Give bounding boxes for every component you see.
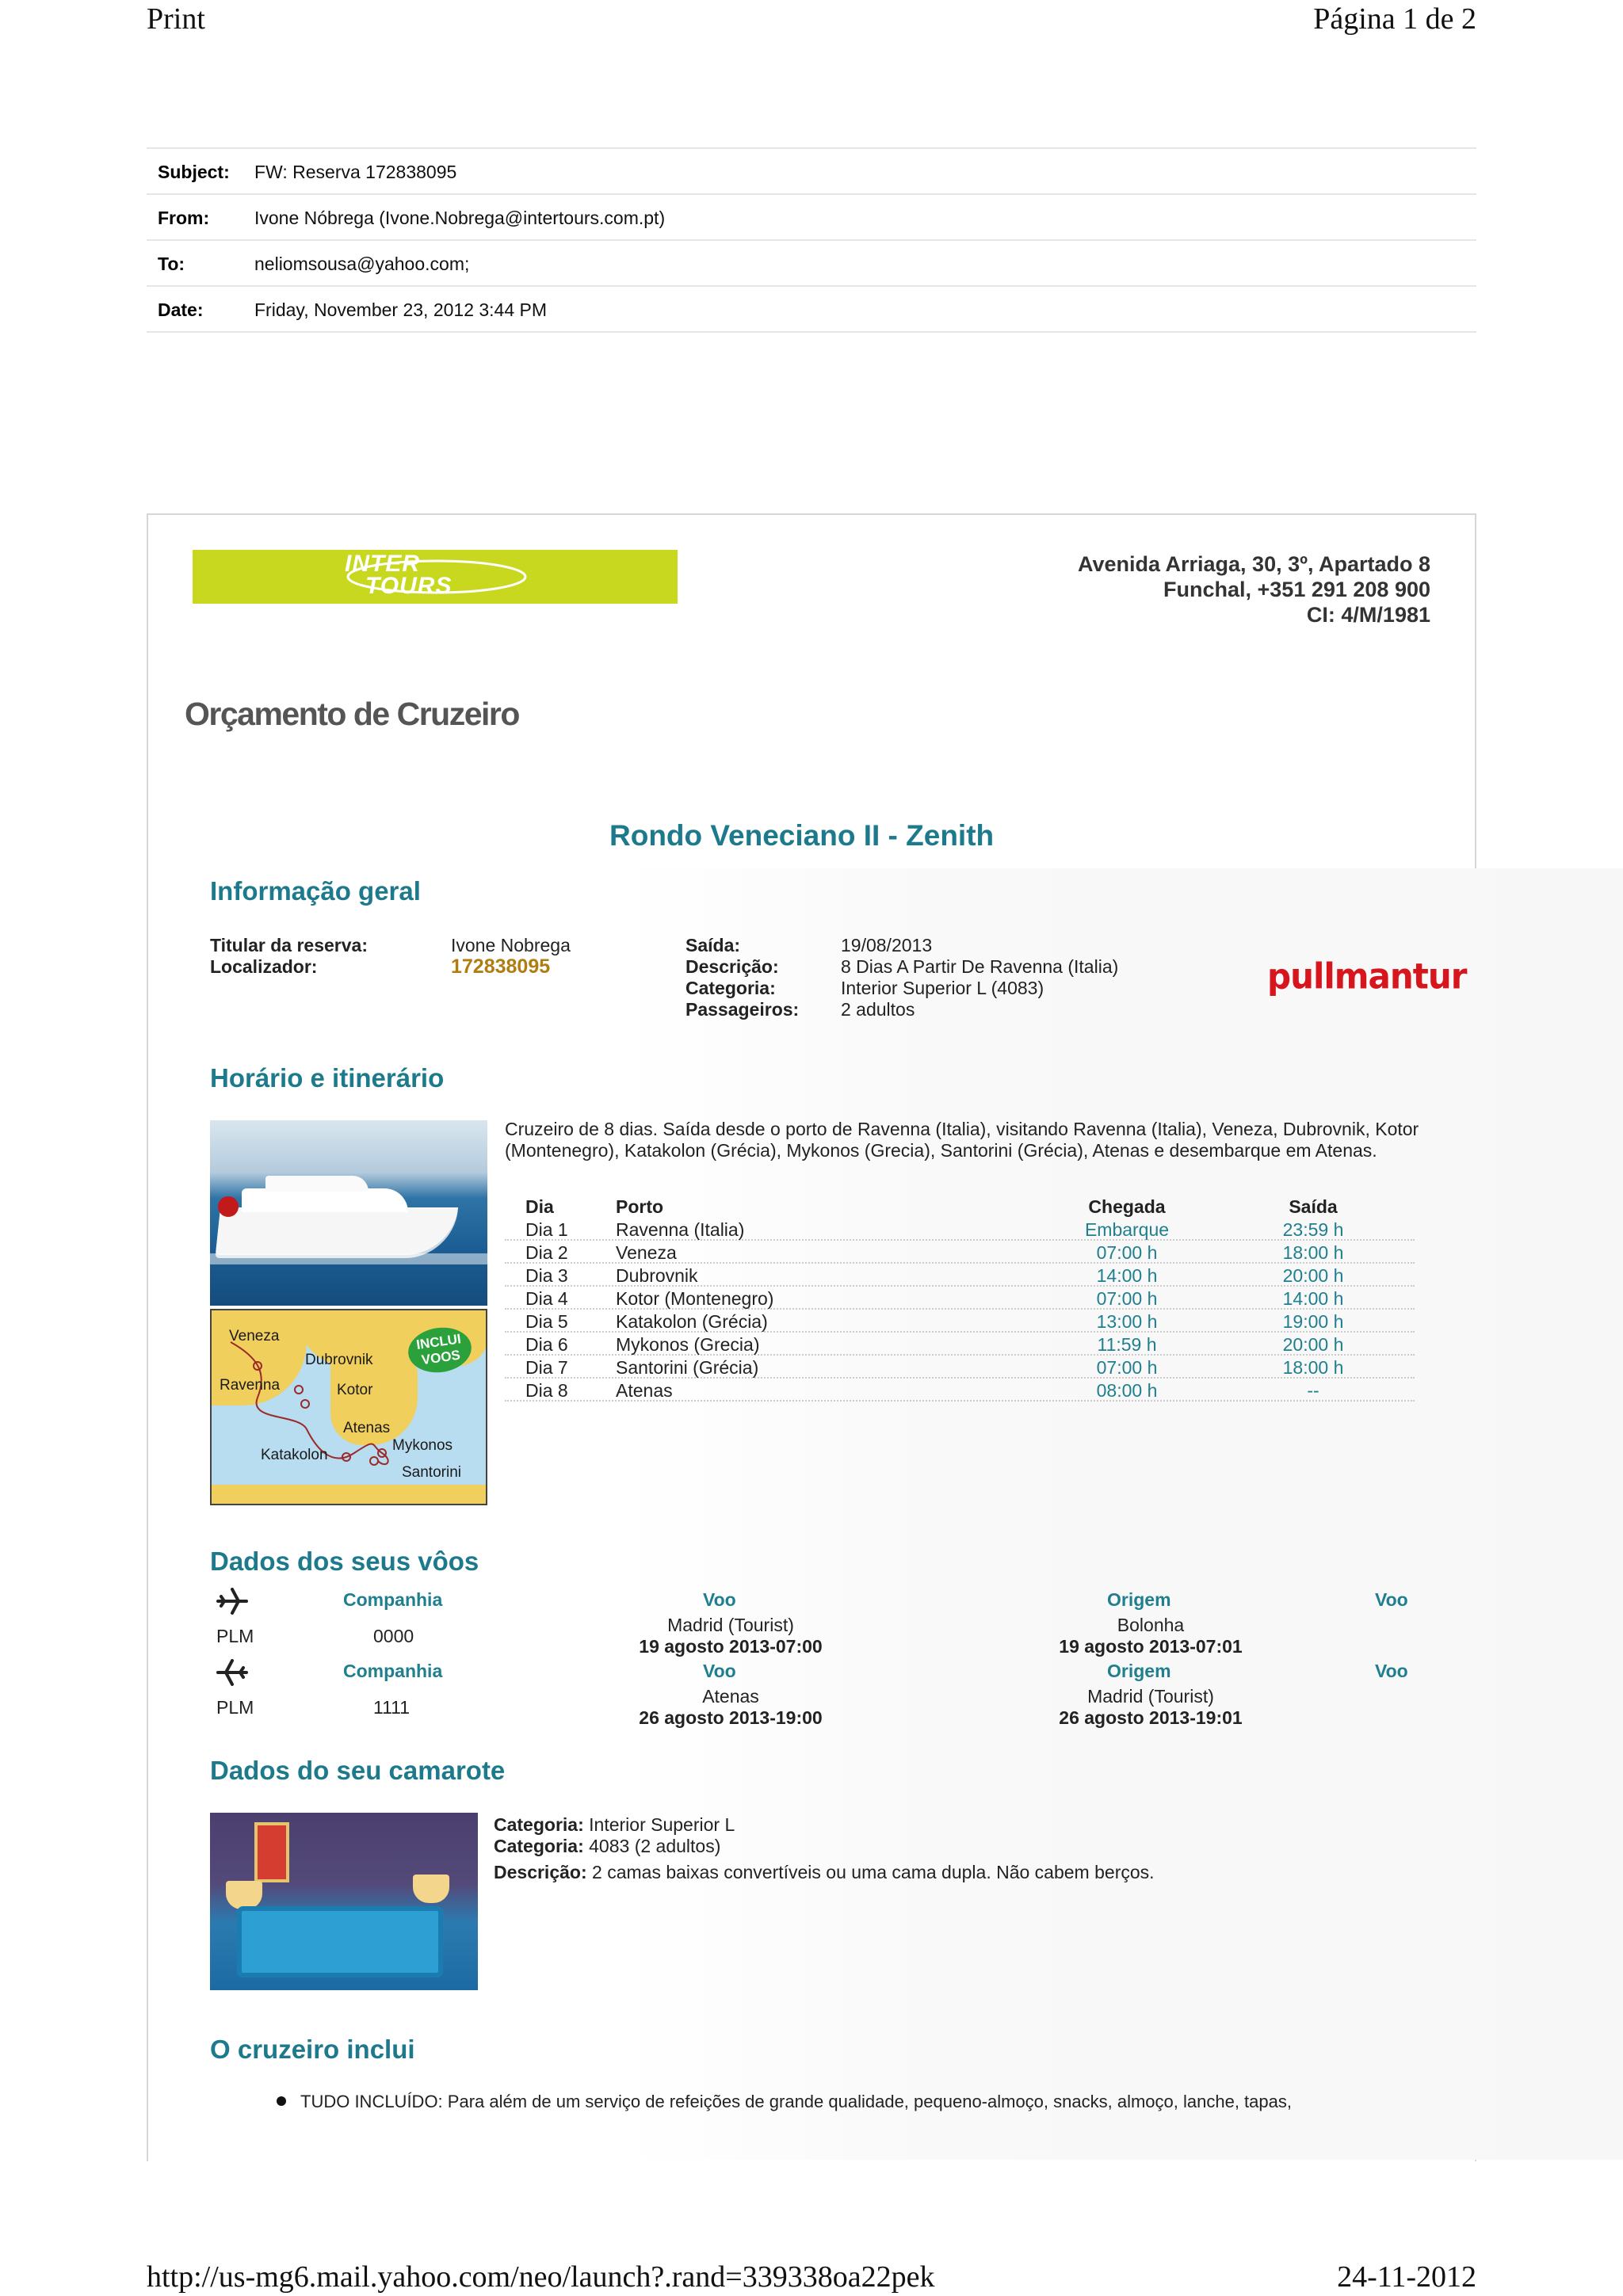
departure-cell: 19:00 h — [1282, 1311, 1344, 1332]
email-from-row — [147, 195, 1476, 241]
port-cell: Katakolon (Grécia) — [616, 1311, 768, 1332]
pullmantur-logo — [1267, 957, 1466, 996]
cabin-lamp-right — [413, 1875, 449, 1903]
flight1-origin-place: Bolonha — [1117, 1615, 1185, 1635]
port-cell: Mykonos (Grecia) — [616, 1334, 760, 1355]
print-date: 24-11-2012 — [1337, 2260, 1476, 2294]
print-header — [147, 0, 1476, 40]
table-row — [505, 1218, 1415, 1241]
departure-cell: 20:00 h — [1282, 1265, 1344, 1286]
to-value: neliomsousa@yahoo.com; — [254, 254, 470, 274]
port-cell: Dubrovnik — [616, 1265, 698, 1286]
address-line-2: Funchal, +351 291 208 900 — [1163, 578, 1430, 601]
flight2-origin-time: 26 agosto 2013-19:01 — [1059, 1707, 1243, 1728]
header-departure: Saída — [1289, 1196, 1338, 1217]
section-title-general: Informação geral — [210, 876, 421, 906]
map-label-kotor: Kotor — [337, 1382, 373, 1398]
departure-cell: 20:00 h — [1282, 1334, 1344, 1355]
table-row — [505, 1333, 1415, 1356]
to-label: To: — [158, 254, 185, 274]
flight1-origin-header: Origem — [1107, 1589, 1171, 1610]
flight2-from-place: Atenas — [702, 1686, 759, 1707]
flight2-origin-place: Madrid (Tourist) — [1087, 1686, 1214, 1707]
cabin-category-value: Interior Superior L — [589, 1814, 735, 1835]
bullet-icon — [277, 2096, 286, 2106]
header-arrival: Chegada — [1088, 1196, 1166, 1217]
table-row — [505, 1287, 1415, 1310]
subject-label: Subject: — [158, 162, 230, 182]
plane-departure-icon — [216, 1588, 248, 1615]
port-cell: Ravenna (Italia) — [616, 1219, 745, 1240]
cabin-category2-label: Categoria: — [494, 1836, 584, 1856]
arrival-cell: 08:00 h — [1096, 1380, 1158, 1401]
flight2-company: PLM — [216, 1697, 254, 1718]
flight1-from — [592, 1615, 869, 1657]
print-url: http://us-mg6.mail.yahoo.com/neo/launch?.rand=339338oa22pek — [147, 2260, 935, 2294]
arrival-cell: 13:00 h — [1096, 1311, 1158, 1332]
description-value: 8 Dias A Partir De Ravenna (Italia) — [841, 956, 1119, 977]
cabin-details — [494, 1814, 1155, 1883]
flight1-origin — [1012, 1615, 1289, 1657]
pullmantur-logo-text: pullmantur — [1267, 955, 1467, 997]
email-date-row — [147, 287, 1476, 333]
port-cell: Kotor (Montenegro) — [616, 1288, 774, 1309]
holder-value: Ivone Nobrega — [451, 935, 571, 955]
arrival-cell: 07:00 h — [1096, 1242, 1158, 1263]
departure-cell: -- — [1307, 1380, 1319, 1401]
address-line-3: CI: 4/M/1981 — [1306, 603, 1430, 627]
logo-line1: INTER — [345, 551, 420, 577]
day-cell: Dia 7 — [525, 1357, 568, 1378]
from-label: From: — [158, 208, 210, 228]
departure-cell: 14:00 h — [1282, 1288, 1344, 1309]
print-footer — [147, 2260, 1476, 2296]
badge-line1: INCLUI — [415, 1331, 462, 1352]
company-address — [1078, 551, 1430, 627]
header-day: Dia — [525, 1196, 554, 1217]
flight2-from-time: 26 agosto 2013-19:00 — [639, 1707, 823, 1728]
departure-label: Saída: — [685, 935, 741, 955]
flight2-origin — [1012, 1686, 1289, 1729]
flight2-flight-header: Voo — [703, 1661, 736, 1681]
trip-labels — [685, 935, 799, 1020]
ship-hull — [216, 1207, 458, 1255]
email-headers — [147, 147, 1476, 333]
booking-values — [451, 935, 571, 978]
from-value: Ivone Nóbrega (Ivone.Nobrega@intertours.com.pt) — [254, 208, 666, 228]
category-label: Categoria: — [685, 978, 776, 998]
arrival-cell: Embarque — [1084, 1219, 1170, 1240]
header-port: Porto — [616, 1196, 664, 1217]
page-number: Página 1 de 2 — [1313, 2, 1476, 36]
map-label-mykonos: Mykonos — [392, 1437, 453, 1454]
day-cell: Dia 6 — [525, 1334, 568, 1355]
ship-deck — [242, 1188, 408, 1212]
cabin-image — [210, 1813, 478, 1990]
arrival-cell: 07:00 h — [1096, 1288, 1158, 1309]
route-map-image — [210, 1309, 487, 1505]
day-cell: Dia 8 — [525, 1380, 568, 1401]
port-cell: Santorini (Grécia) — [616, 1357, 759, 1378]
departure-cell: 18:00 h — [1282, 1357, 1344, 1378]
holder-label: Titular da reserva: — [210, 935, 369, 955]
flight1-from-place: Madrid (Tourist) — [667, 1615, 794, 1635]
map-label-ravenna: Ravenna — [220, 1377, 281, 1394]
date-label: Date: — [158, 299, 204, 320]
email-to-row — [147, 241, 1476, 287]
cabin-wall-picture — [254, 1822, 289, 1882]
ship-wake — [210, 1253, 487, 1264]
table-row — [505, 1379, 1415, 1402]
cruise-name: Rondo Veneciano II - Zenith — [609, 819, 995, 852]
intertours-logo — [193, 550, 678, 604]
cabin-lamp-left — [226, 1881, 262, 1909]
port-cell: Atenas — [616, 1380, 673, 1401]
address-line-1: Avenida Arriaga, 30, 3º, Apartado 8 — [1077, 552, 1430, 576]
table-row — [505, 1310, 1415, 1333]
email-subject-row — [147, 149, 1476, 195]
table-row — [505, 1241, 1415, 1264]
departure-cell: 23:59 h — [1282, 1219, 1344, 1240]
cabin-bed — [237, 1906, 443, 1978]
arrival-cell: 14:00 h — [1096, 1265, 1158, 1286]
section-title-includes: O cruzeiro inclui — [210, 2035, 415, 2064]
flight1-company: PLM — [216, 1626, 254, 1646]
print-title: Print — [147, 2, 205, 36]
arrival-cell: 07:00 h — [1096, 1357, 1158, 1378]
category-value: Interior Superior L (4083) — [841, 978, 1044, 998]
itinerary-table — [505, 1195, 1415, 1402]
badge-line2: VOOS — [420, 1347, 461, 1368]
day-cell: Dia 4 — [525, 1288, 568, 1309]
table-row — [505, 1264, 1415, 1287]
passengers-value: 2 adultos — [841, 999, 915, 1020]
cruise-ship-image — [210, 1120, 487, 1306]
ship-funnel — [218, 1196, 239, 1217]
cabin-description-value: 2 camas baixas convertíveis ou uma cama dupla. Não cabem berços. — [592, 1862, 1155, 1882]
flight1-origin-time: 19 agosto 2013-07:01 — [1059, 1636, 1243, 1657]
flight1-number: 0000 — [373, 1626, 414, 1646]
map-label-veneza: Veneza — [229, 1328, 280, 1344]
locator-value: 172838095 — [451, 955, 551, 978]
cabin-description-label: Descrição: — [494, 1862, 587, 1882]
map-label-santorini: Santorini — [402, 1464, 461, 1481]
flight2-origin-header: Origem — [1107, 1661, 1171, 1681]
date-value: Friday, November 23, 2012 3:44 PM — [254, 299, 548, 320]
flight2-flight2-header: Voo — [1375, 1661, 1408, 1681]
flight2-company-header: Companhia — [343, 1661, 443, 1681]
map-label-atenas: Atenas — [343, 1420, 391, 1436]
content-background — [624, 868, 1623, 2160]
map-label-dubrovnik: Dubrovnik — [305, 1352, 373, 1368]
day-cell: Dia 1 — [525, 1219, 568, 1240]
port-cell: Veneza — [616, 1242, 677, 1263]
subject-value: FW: Reserva 172838095 — [254, 162, 457, 182]
trip-values — [841, 935, 1118, 1020]
ship-upper-deck — [265, 1176, 369, 1192]
cabin-category-label: Categoria: — [494, 1814, 584, 1835]
section-title-flights: Dados dos seus vôos — [210, 1547, 479, 1576]
departure-value: 19/08/2013 — [841, 935, 933, 955]
table-row — [505, 1356, 1415, 1379]
includes-item-text: TUDO INCLUÍDO: Para além de um serviço de refeições de grande qualidade, pequeno-almoço, snacks, almoço, lanche, tapas, — [300, 2092, 1292, 2111]
logo-text — [345, 553, 452, 597]
passengers-label: Passageiros: — [685, 999, 800, 1020]
plane-return-icon — [216, 1659, 248, 1686]
day-cell: Dia 2 — [525, 1242, 568, 1263]
flight2-number: 1111 — [373, 1697, 411, 1718]
email-body-card — [147, 513, 1476, 2161]
departure-cell: 18:00 h — [1282, 1242, 1344, 1263]
cabin-category2-value: 4083 (2 adultos) — [589, 1836, 721, 1856]
logo-line2: TOURS — [365, 573, 453, 599]
arrival-cell: 11:59 h — [1097, 1334, 1157, 1355]
description-label: Descrição: — [685, 956, 779, 977]
map-label-katakolon: Katakolon — [261, 1447, 328, 1463]
flight1-from-time: 19 agosto 2013-07:00 — [639, 1636, 823, 1657]
itinerary-description: Cruzeiro de 8 dias. Saída desde o porto de Ravenna (Italia), visitando Ravenna (Italia), Veneza, Dubrovnik, Kotor (Montenegro), Katakolon (Grécia), Mykonos (Grecia), Santorini (Grécia), Atenas e desembarque em Atenas. — [505, 1119, 1419, 1161]
itinerary-table-header — [505, 1195, 1415, 1218]
locator-label: Localizador: — [210, 956, 318, 977]
day-cell: Dia 5 — [525, 1311, 568, 1332]
day-cell: Dia 3 — [525, 1265, 568, 1286]
flight1-company-header: Companhia — [343, 1589, 443, 1610]
document-title: Orçamento de Cruzeiro — [185, 696, 519, 732]
section-title-cabin: Dados do seu camarote — [210, 1756, 506, 1785]
flight2-from — [592, 1686, 869, 1729]
flight1-flight2-header: Voo — [1375, 1589, 1408, 1610]
section-title-itinerary: Horário e itinerário — [210, 1063, 445, 1093]
booking-labels — [210, 935, 368, 978]
flight1-flight-header: Voo — [703, 1589, 736, 1610]
list-item — [277, 2092, 1292, 2112]
